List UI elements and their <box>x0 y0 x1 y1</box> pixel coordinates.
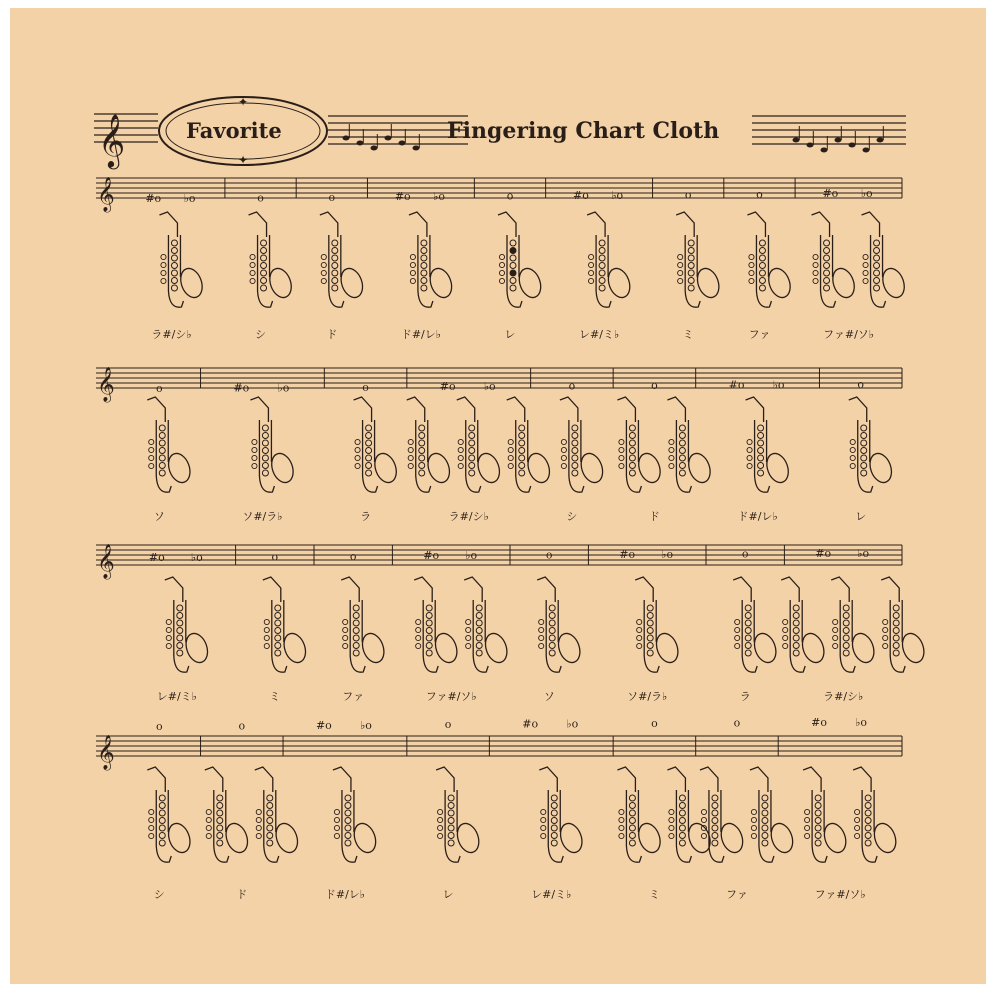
measure <box>729 378 785 391</box>
badge-ornament-icon: ✦ <box>237 95 249 109</box>
note-label: ソ <box>543 690 555 703</box>
chart-row <box>96 544 928 672</box>
fingering-chart-cloth <box>10 8 986 984</box>
note: #o <box>619 548 636 561</box>
note: o <box>444 718 452 732</box>
note-label: ファ <box>748 328 771 341</box>
note: ♭o <box>855 715 868 729</box>
badge-ornament-icon: ✦ <box>237 153 249 167</box>
note-label: ラ <box>360 510 372 523</box>
measure <box>546 549 553 562</box>
note-label: ソ <box>153 510 165 523</box>
note: #o <box>423 549 440 563</box>
note-label: ド <box>648 510 660 523</box>
note: o <box>257 191 264 205</box>
note-label: レ <box>504 328 516 341</box>
note: #o <box>811 715 827 729</box>
treble-clef-icon: 𝄞 <box>97 367 115 402</box>
note: o <box>238 719 246 733</box>
sax-fingering-icon <box>849 397 896 492</box>
sax-fingering-icon <box>165 577 212 672</box>
sax-fingering-icon <box>147 767 194 862</box>
sax-fingering-icon <box>159 212 206 307</box>
sax-fingering-icon <box>587 212 634 307</box>
note: #o <box>572 189 589 202</box>
sax-fingering-icon <box>617 397 714 492</box>
note-label: ソ#/ラ♭ <box>242 510 283 523</box>
chart-row <box>96 177 908 307</box>
measure <box>811 716 867 729</box>
note: ♭o <box>860 187 873 201</box>
note-label: レ#/ミ♭ <box>531 888 572 901</box>
note: o <box>756 187 763 201</box>
measure <box>573 189 624 202</box>
sax-fingering-icon <box>617 767 714 862</box>
note-label: レ#/ミ♭ <box>579 328 620 341</box>
staff <box>96 716 902 771</box>
note: o <box>349 549 357 563</box>
badge-text: Favorite <box>186 118 282 143</box>
sax-fingering-icon <box>733 577 780 672</box>
note: o <box>328 190 336 204</box>
note: #o <box>728 378 745 392</box>
note-label: ド <box>326 328 338 341</box>
sax-fingering-icon <box>436 767 483 862</box>
note: #o <box>815 546 832 560</box>
note: o <box>733 716 741 730</box>
note-label: ド#/レ♭ <box>400 328 441 341</box>
note: #o <box>145 192 162 205</box>
note: #o <box>233 381 250 395</box>
note: o <box>684 188 692 202</box>
note: #o <box>315 718 332 732</box>
measure <box>362 381 369 394</box>
note: ♭o <box>772 378 785 392</box>
measure <box>815 547 869 560</box>
sax-fingering-icon <box>250 397 297 492</box>
note: o <box>362 380 369 394</box>
note: o <box>568 379 576 393</box>
measure <box>149 551 203 564</box>
note: #o <box>522 717 539 731</box>
note: #o <box>439 380 456 394</box>
sax-fingering-icon <box>341 577 388 672</box>
sax-fingering-icon <box>635 577 682 672</box>
note-label: ファ#/ソ♭ <box>814 888 866 901</box>
chart-row <box>96 716 902 862</box>
note: ♭o <box>857 546 870 560</box>
sax-fingering-icon <box>803 767 900 862</box>
sax-fingering-icon <box>333 767 380 862</box>
note: ♭o <box>433 190 445 204</box>
measure <box>651 717 658 730</box>
sax-fingering-icon <box>414 577 511 672</box>
note-label: ラ#/シ♭ <box>151 328 192 341</box>
note: o <box>155 720 163 733</box>
note: o <box>506 189 514 203</box>
measure <box>145 192 196 205</box>
sax-fingering-icon <box>537 577 584 672</box>
measure <box>440 380 496 393</box>
note: o <box>651 717 658 730</box>
note-label: ラ <box>739 690 751 703</box>
staff <box>96 367 902 403</box>
note: ♭o <box>360 718 372 732</box>
sax-fingering-icon <box>746 397 793 492</box>
note-label: レ <box>442 888 454 901</box>
measure <box>257 191 264 204</box>
treble-clef-icon: 𝄞 <box>98 113 126 167</box>
chart-row <box>96 367 902 492</box>
note: o <box>545 548 553 562</box>
note: o <box>651 379 658 392</box>
note: ♭o <box>566 717 579 731</box>
sax-fingering-icon <box>354 397 401 492</box>
sax-fingering-icon <box>700 767 797 862</box>
sax-fingering-icon <box>560 397 607 492</box>
sax-fingering-icon <box>407 397 554 492</box>
note-label: ド <box>236 888 248 901</box>
note: o <box>155 382 163 395</box>
chart-title: Fingering Chart Cloth <box>447 118 720 144</box>
measure <box>857 378 864 391</box>
note: ♭o <box>465 549 478 563</box>
sax-fingering-icon <box>812 212 909 307</box>
measure <box>350 550 357 563</box>
note-label: ミ <box>269 690 281 703</box>
measure <box>238 719 245 732</box>
sax-fingering-icon <box>747 212 794 307</box>
measure <box>156 720 163 733</box>
note-label: レ <box>855 510 867 523</box>
sax-fingering-icon <box>320 212 367 307</box>
note-label: ファ#/ソ♭ <box>823 328 874 341</box>
note: o <box>857 377 865 391</box>
note: ♭o <box>483 380 496 394</box>
measure <box>445 718 452 731</box>
note-label: レ#/ミ♭ <box>156 690 197 703</box>
sax-fingering-icon <box>147 397 194 492</box>
measure <box>734 716 741 729</box>
staff <box>96 177 902 213</box>
measure <box>271 550 278 563</box>
note: #o <box>148 551 165 564</box>
measure <box>756 188 763 201</box>
measure <box>156 382 163 395</box>
measure <box>651 379 658 392</box>
measure <box>329 191 336 204</box>
note-label: ミ <box>682 328 694 341</box>
note-label: ファ <box>342 690 365 703</box>
measure <box>742 547 749 560</box>
sax-fingering-icon <box>498 212 545 307</box>
measure <box>569 380 576 393</box>
note: o <box>271 550 279 564</box>
note-label: ミ <box>648 888 660 901</box>
sax-fingering-icon <box>263 577 310 672</box>
note: #o <box>394 190 411 204</box>
note: ♭o <box>661 548 674 561</box>
measure <box>685 188 692 201</box>
sax-fingering-icon <box>249 212 296 307</box>
measure <box>316 719 372 732</box>
note-label: ド#/レ♭ <box>324 888 365 901</box>
sax-fingering-icon <box>539 767 586 862</box>
measure <box>507 190 514 203</box>
note: ♭o <box>190 551 203 564</box>
note-label: ラ#/シ♭ <box>448 510 489 523</box>
sax-fingering-icon <box>205 767 302 862</box>
note-label: シ <box>153 888 165 901</box>
sax-fingering-icon <box>409 212 456 307</box>
note-label: シ <box>255 328 267 341</box>
treble-clef-icon: 𝄞 <box>97 177 115 212</box>
note: ♭o <box>183 192 196 205</box>
note-label: ド#/レ♭ <box>737 510 778 523</box>
measure <box>395 190 446 203</box>
note-label: シ <box>566 510 578 523</box>
note-label: ラ#/シ♭ <box>823 690 864 703</box>
note-label: ファ <box>726 888 748 901</box>
note: ♭o <box>611 189 624 202</box>
measure <box>522 718 578 731</box>
sax-fingering-icon <box>676 212 723 307</box>
note-label: ソ#/ラ♭ <box>627 690 668 703</box>
note: #o <box>822 187 839 201</box>
treble-clef-icon: 𝄞 <box>97 735 115 770</box>
note-label: ファ#/ソ♭ <box>425 690 477 703</box>
note: ♭o <box>277 381 290 395</box>
note: o <box>741 547 749 561</box>
chart-artwork <box>10 8 986 984</box>
treble-clef-icon: 𝄞 <box>97 544 115 579</box>
sax-fingering-icon <box>781 577 928 672</box>
staff <box>96 544 902 580</box>
